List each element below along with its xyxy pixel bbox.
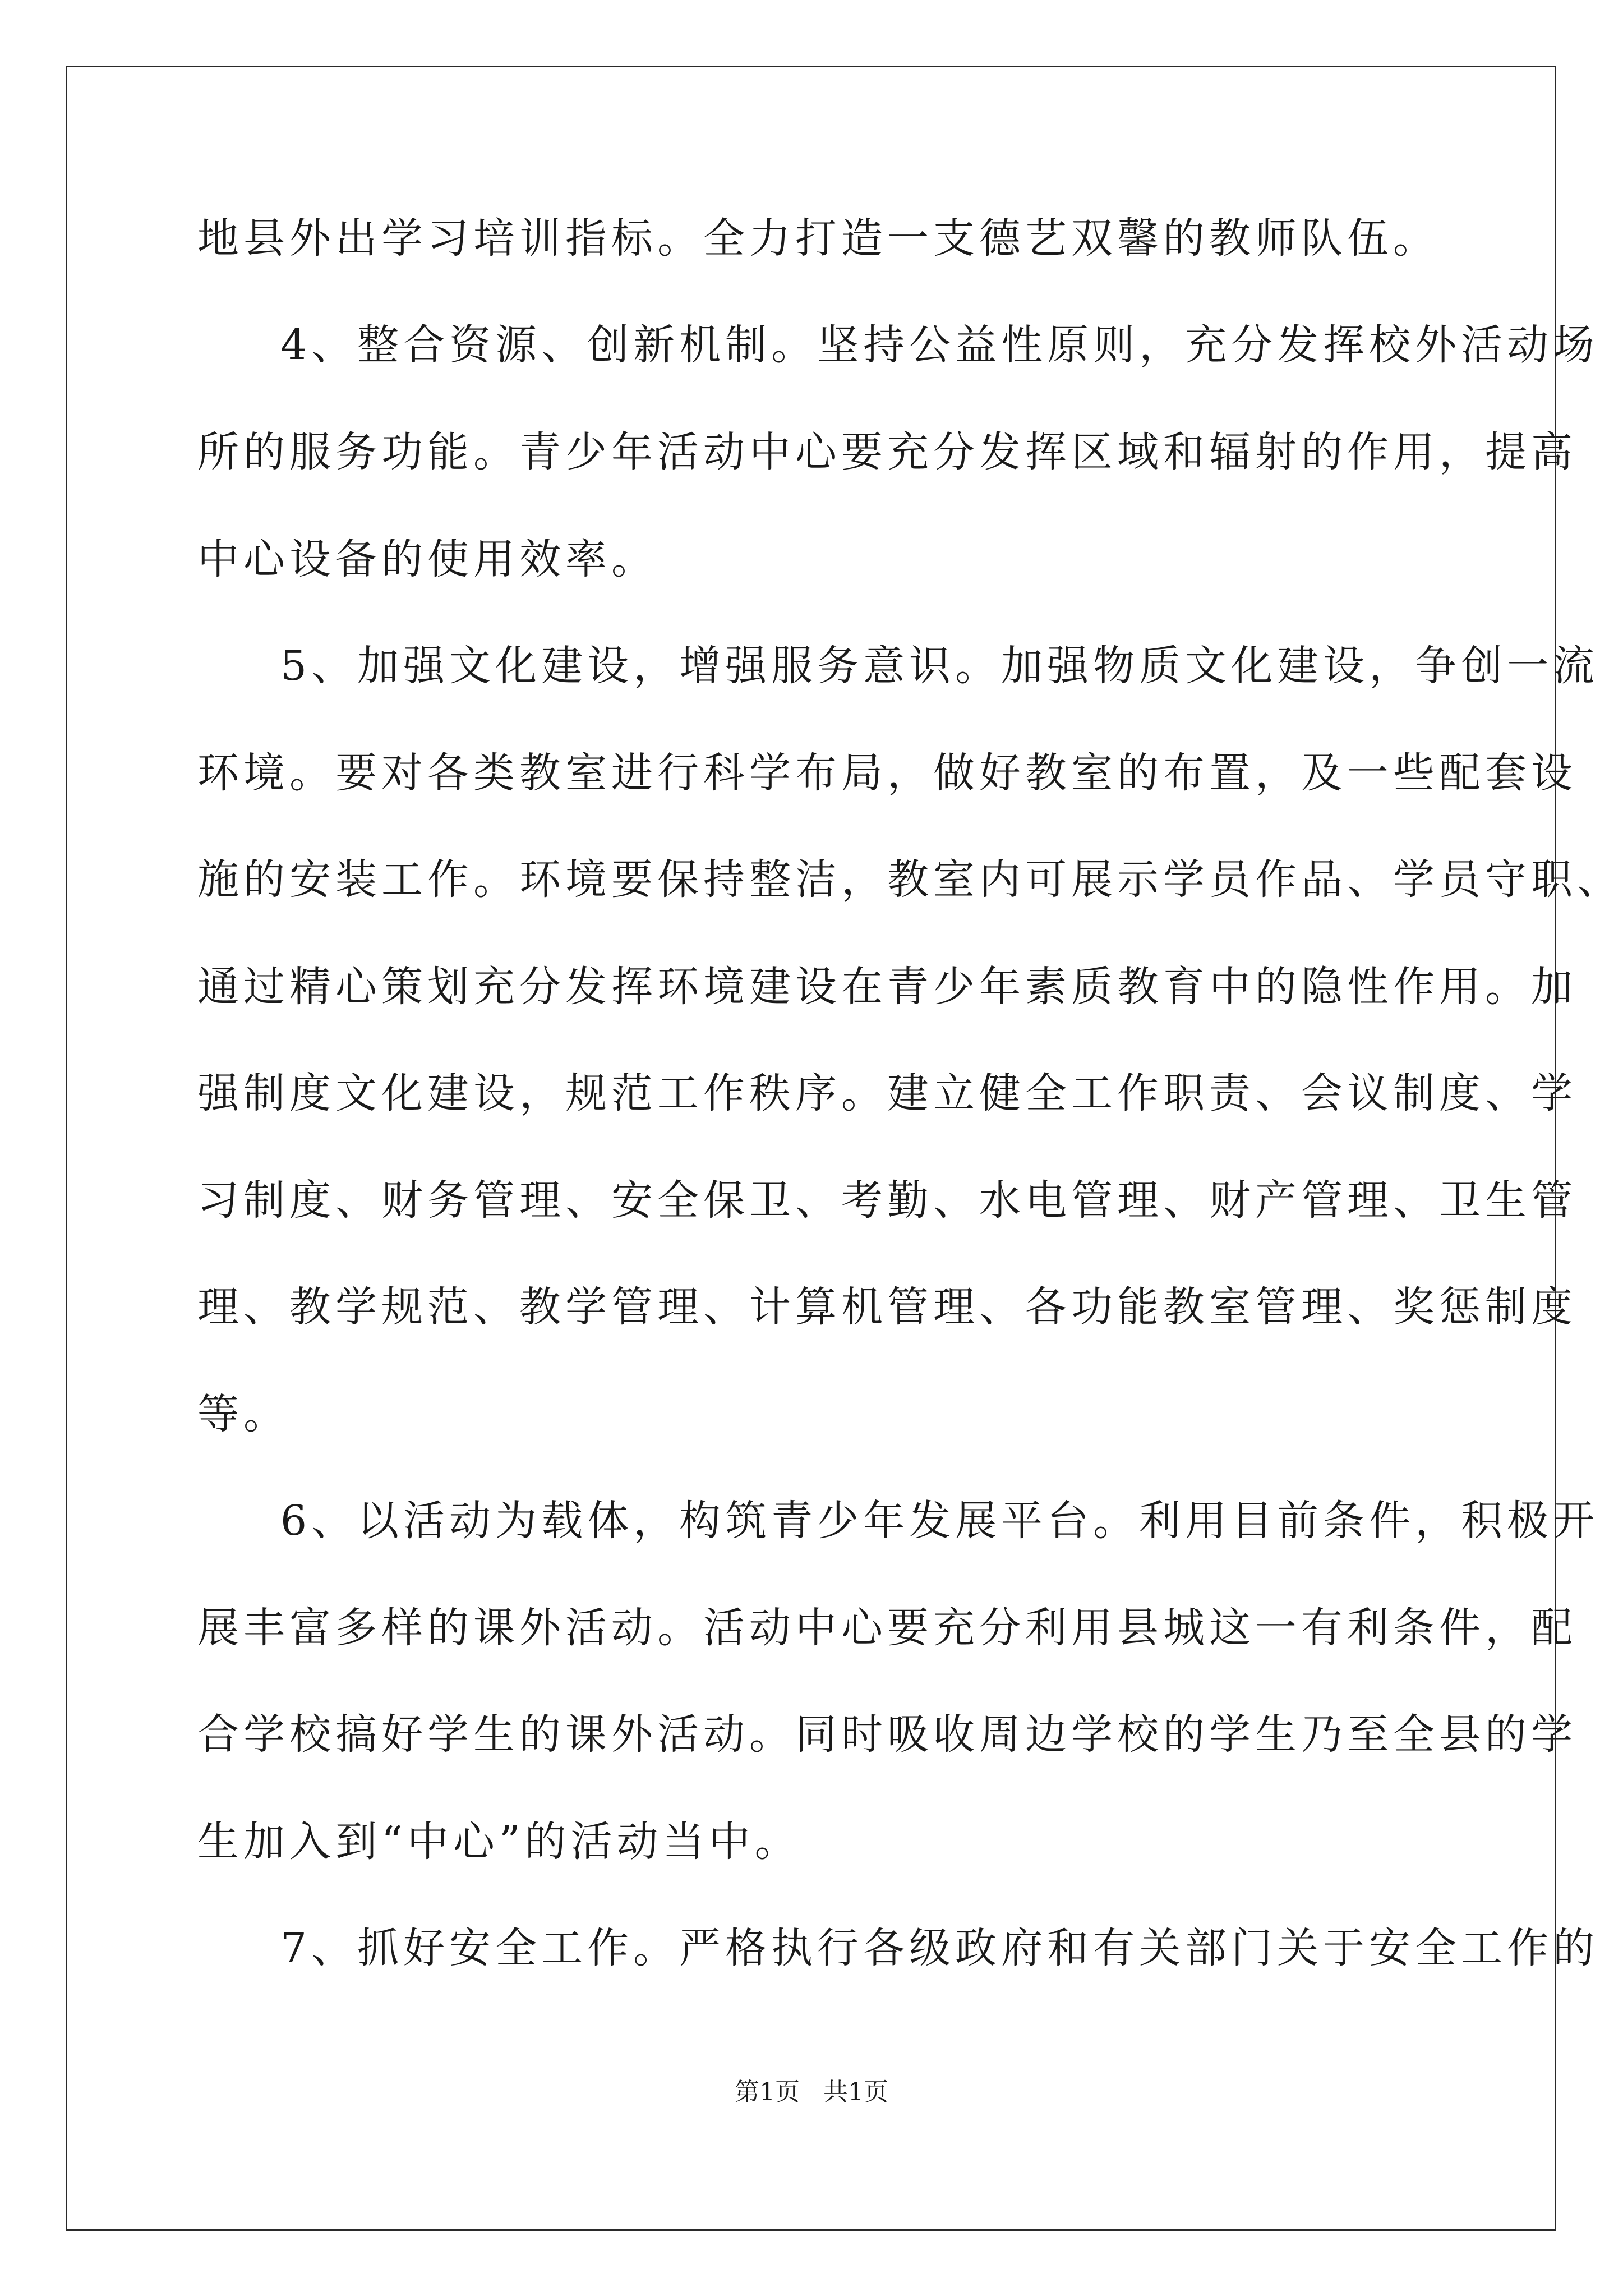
text-line: 中心设备的使用效率。 bbox=[197, 535, 657, 583]
text-line: 等。 bbox=[197, 1390, 289, 1438]
text-line: 地县外出学习培训指标。全力打造一支德艺双馨的教师队伍。 bbox=[197, 214, 1439, 263]
paragraph-5-line: 5、加强文化建设，增强服务意识。加强物质文化建设，争创一流 bbox=[280, 642, 1599, 690]
text-line: 生加入到“中心”的活动当中。 bbox=[197, 1818, 801, 1866]
text-line: 合学校搞好学生的课外活动。同时吸收周边学校的学生乃至全县的学 bbox=[197, 1710, 1577, 1759]
text-line: 施的安装工作。环境要保持整洁，教室内可展示学员作品、学员守职、 bbox=[197, 855, 1623, 904]
text-line: 强制度文化建设，规范工作秩序。建立健全工作职责、会议制度、学 bbox=[197, 1069, 1577, 1117]
page-border bbox=[66, 66, 1623, 2231]
text-line: 展丰富多样的课外活动。活动中心要充分利用县城这一有利条件，配 bbox=[197, 1604, 1577, 1652]
text-line: 环境。要对各类教室进行科学布局，做好教室的布置，及一些配套设 bbox=[197, 749, 1577, 797]
text-line: 所的服务功能。青少年活动中心要充分发挥区域和辐射的作用，提高 bbox=[197, 428, 1577, 476]
text-line: 理、教学规范、教学管理、计算机管理、各功能教室管理、奖惩制度 bbox=[197, 1283, 1577, 1331]
paragraph-6-line: 6、以活动为载体，构筑青少年发展平台。利用目前条件，积极开 bbox=[280, 1497, 1599, 1545]
text-line: 习制度、财务管理、安全保卫、考勤、水电管理、财产管理、卫生管 bbox=[197, 1176, 1577, 1225]
page-number-footer: 第1页 共1页 bbox=[735, 2078, 888, 2106]
paragraph-4-line: 4、整合资源、创新机制。坚持公益性原则，充分发挥校外活动场 bbox=[280, 321, 1599, 369]
text-line: 通过精心策划充分发挥环境建设在青少年素质教育中的隐性作用。加 bbox=[197, 963, 1577, 1011]
paragraph-7-line: 7、抓好安全工作。严格执行各级政府和有关部门关于安全工作的 bbox=[280, 1924, 1599, 1972]
